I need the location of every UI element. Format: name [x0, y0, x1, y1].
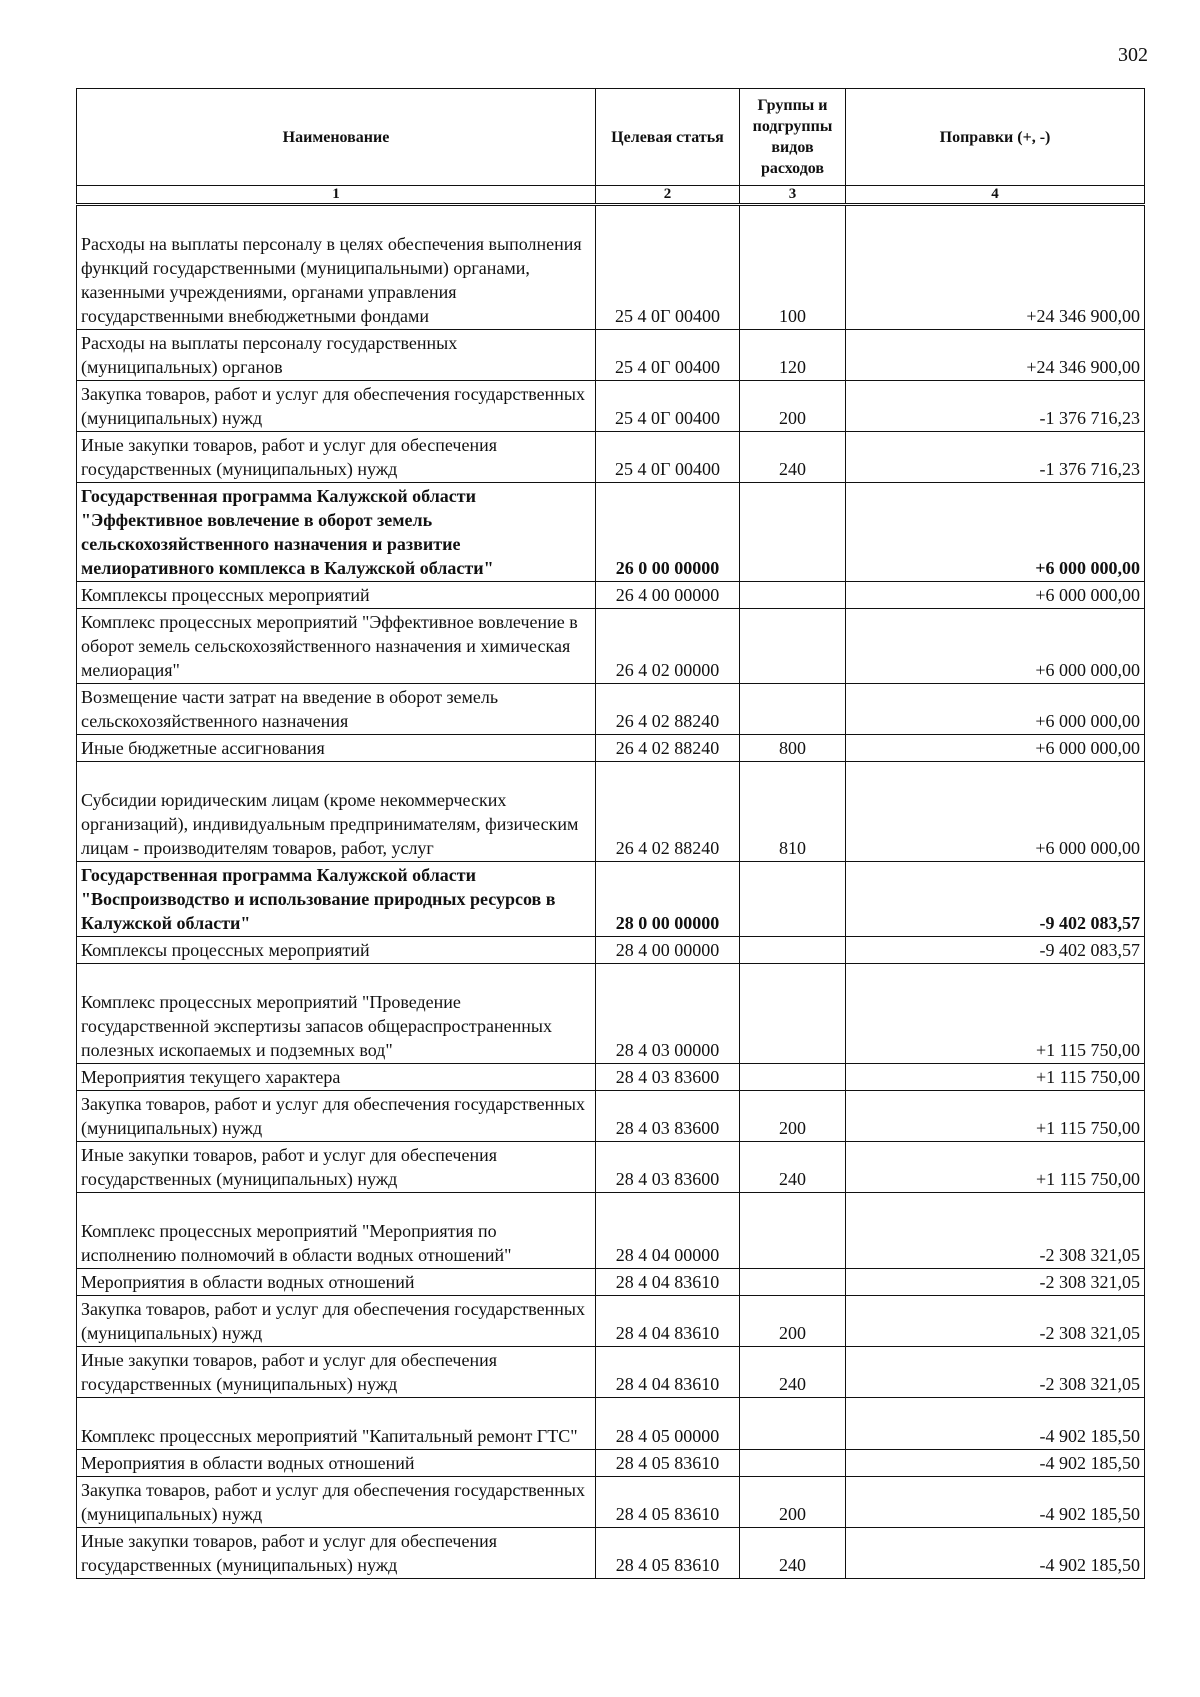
row-amount: -9 402 083,57	[846, 937, 1145, 964]
row-name: Комплекс процессных мероприятий "Капитальный ремонт ГТС"	[77, 1398, 596, 1450]
table-row	[77, 1450, 1145, 1477]
header-name: Наименование	[77, 89, 596, 186]
row-amount: +1 115 750,00	[846, 1064, 1145, 1091]
row-code: 25 4 0Г 00400	[596, 381, 740, 432]
row-type	[740, 483, 846, 582]
column-number: 2	[596, 186, 740, 205]
row-code: 28 4 04 83610	[596, 1347, 740, 1398]
row-amount: -2 308 321,05	[846, 1347, 1145, 1398]
table-row	[77, 1064, 1145, 1091]
budget-amendments-table	[76, 88, 1145, 1579]
table-row	[77, 381, 1145, 432]
row-code: 25 4 0Г 00400	[596, 205, 740, 330]
row-name: Комплекс процессных мероприятий "Проведение государственной экспертизы запасов общераспространенных полезных ископаемых и подземных вод"	[77, 964, 596, 1064]
header-code: Целевая статья	[596, 89, 740, 186]
row-amount: -4 902 185,50	[846, 1528, 1145, 1579]
row-name: Мероприятия в области водных отношений	[77, 1269, 596, 1296]
row-amount: +6 000 000,00	[846, 684, 1145, 735]
table-row	[77, 862, 1145, 937]
table-row	[77, 483, 1145, 582]
row-code: 26 4 00 00000	[596, 582, 740, 609]
row-code: 28 4 00 00000	[596, 937, 740, 964]
row-type	[740, 582, 846, 609]
table-row	[77, 937, 1145, 964]
row-name: Иные закупки товаров, работ и услуг для обеспечения государственных (муниципальных) нужд	[77, 1142, 596, 1193]
table-row	[77, 1398, 1145, 1450]
table-row	[77, 964, 1145, 1064]
row-type	[740, 609, 846, 684]
row-name: Закупка товаров, работ и услуг для обеспечения государственных (муниципальных) нужд	[77, 381, 596, 432]
row-code: 26 4 02 88240	[596, 735, 740, 762]
row-type: 800	[740, 735, 846, 762]
row-amount: +6 000 000,00	[846, 582, 1145, 609]
row-code: 25 4 0Г 00400	[596, 432, 740, 483]
row-amount: +1 115 750,00	[846, 1142, 1145, 1193]
table-row	[77, 684, 1145, 735]
table-row	[77, 1296, 1145, 1347]
row-type	[740, 1064, 846, 1091]
header-amount: Поправки (+, -)	[846, 89, 1145, 186]
row-amount: -2 308 321,05	[846, 1193, 1145, 1269]
row-amount: +6 000 000,00	[846, 762, 1145, 862]
row-code: 28 4 03 00000	[596, 964, 740, 1064]
row-type	[740, 1398, 846, 1450]
row-type: 240	[740, 1528, 846, 1579]
row-code: 26 4 02 00000	[596, 609, 740, 684]
row-type: 200	[740, 1477, 846, 1528]
row-type: 240	[740, 1347, 846, 1398]
row-code: 28 4 03 83600	[596, 1142, 740, 1193]
row-code: 26 0 00 00000	[596, 483, 740, 582]
table-row	[77, 1193, 1145, 1269]
row-amount: +6 000 000,00	[846, 609, 1145, 684]
row-name: Комплекс процессных мероприятий "Мероприятия по исполнению полномочий в области водных отношений"	[77, 1193, 596, 1269]
row-type: 810	[740, 762, 846, 862]
row-code: 26 4 02 88240	[596, 684, 740, 735]
row-name: Расходы на выплаты персоналу государственных (муниципальных) органов	[77, 330, 596, 381]
row-code: 28 4 03 83600	[596, 1064, 740, 1091]
row-name: Закупка товаров, работ и услуг для обеспечения государственных (муниципальных) нужд	[77, 1296, 596, 1347]
row-type: 200	[740, 1296, 846, 1347]
page-number: 302	[1118, 44, 1148, 66]
row-name: Мероприятия в области водных отношений	[77, 1450, 596, 1477]
row-code: 28 4 04 83610	[596, 1296, 740, 1347]
row-name: Государственная программа Калужской области "Воспроизводство и использование природных ресурсов в Калужской области"	[77, 862, 596, 937]
row-name: Закупка товаров, работ и услуг для обеспечения государственных (муниципальных) нужд	[77, 1477, 596, 1528]
row-name: Комплексы процессных мероприятий	[77, 582, 596, 609]
row-name: Иные закупки товаров, работ и услуг для обеспечения государственных (муниципальных) нужд	[77, 1347, 596, 1398]
table-row	[77, 1091, 1145, 1142]
row-code: 26 4 02 88240	[596, 762, 740, 862]
row-amount: +1 115 750,00	[846, 1091, 1145, 1142]
row-amount: -1 376 716,23	[846, 432, 1145, 483]
row-amount: +6 000 000,00	[846, 483, 1145, 582]
row-type	[740, 684, 846, 735]
row-code: 28 4 05 83610	[596, 1477, 740, 1528]
row-name: Иные закупки товаров, работ и услуг для обеспечения государственных (муниципальных) нужд	[77, 1528, 596, 1579]
row-code: 28 4 05 83610	[596, 1450, 740, 1477]
row-name: Иные закупки товаров, работ и услуг для обеспечения государственных (муниципальных) нужд	[77, 432, 596, 483]
row-amount: +24 346 900,00	[846, 205, 1145, 330]
row-type	[740, 937, 846, 964]
row-amount: -2 308 321,05	[846, 1296, 1145, 1347]
row-name: Иные бюджетные ассигнования	[77, 735, 596, 762]
table-row	[77, 735, 1145, 762]
row-code: 28 4 04 83610	[596, 1269, 740, 1296]
row-amount: +1 115 750,00	[846, 964, 1145, 1064]
table-row	[77, 1142, 1145, 1193]
header-group: Группы и подгруппы видов расходов	[740, 89, 846, 186]
table-row	[77, 1269, 1145, 1296]
table-row	[77, 1477, 1145, 1528]
row-type	[740, 964, 846, 1064]
column-number: 3	[740, 186, 846, 205]
table-row	[77, 432, 1145, 483]
row-name: Возмещение части затрат на введение в оборот земель сельскохозяйственного назначения	[77, 684, 596, 735]
row-amount: +6 000 000,00	[846, 735, 1145, 762]
row-amount: -9 402 083,57	[846, 862, 1145, 937]
row-name: Комплекс процессных мероприятий "Эффективное вовлечение в оборот земель сельскохозяйственного назначения и химическая мелиорация"	[77, 609, 596, 684]
table-row	[77, 205, 1145, 330]
row-type	[740, 1450, 846, 1477]
row-amount: -4 902 185,50	[846, 1477, 1145, 1528]
table-body	[77, 205, 1145, 1579]
table-row	[77, 330, 1145, 381]
table-row	[77, 582, 1145, 609]
row-name: Государственная программа Калужской области "Эффективное вовлечение в оборот земель сельскохозяйственного назначения и развитие мелиоративного комплекса в Калужской области"	[77, 483, 596, 582]
row-name: Мероприятия текущего характера	[77, 1064, 596, 1091]
row-code: 28 4 03 83600	[596, 1091, 740, 1142]
row-type: 240	[740, 1142, 846, 1193]
row-code: 28 0 00 00000	[596, 862, 740, 937]
row-type: 200	[740, 1091, 846, 1142]
table-row	[77, 1347, 1145, 1398]
row-name: Комплексы процессных мероприятий	[77, 937, 596, 964]
row-type	[740, 1193, 846, 1269]
column-number: 4	[846, 186, 1145, 205]
row-code: 25 4 0Г 00400	[596, 330, 740, 381]
table-row	[77, 762, 1145, 862]
row-type	[740, 1269, 846, 1296]
row-code: 28 4 04 00000	[596, 1193, 740, 1269]
table-row	[77, 1528, 1145, 1579]
row-name: Субсидии юридическим лицам (кроме некоммерческих организаций), индивидуальным предпринимателям, физическим лицам - производителям товаров, работ, услуг	[77, 762, 596, 862]
row-amount: -2 308 321,05	[846, 1269, 1145, 1296]
row-name: Закупка товаров, работ и услуг для обеспечения государственных (муниципальных) нужд	[77, 1091, 596, 1142]
row-type: 100	[740, 205, 846, 330]
column-number: 1	[77, 186, 596, 205]
row-code: 28 4 05 00000	[596, 1398, 740, 1450]
row-type: 120	[740, 330, 846, 381]
row-type: 200	[740, 381, 846, 432]
row-amount: -4 902 185,50	[846, 1398, 1145, 1450]
row-type: 240	[740, 432, 846, 483]
row-amount: -1 376 716,23	[846, 381, 1145, 432]
row-name: Расходы на выплаты персоналу в целях обеспечения выполнения функций государственными (муниципальными) органами, казенными учреждениями, органами управления государственными внебюджетными фондами	[77, 205, 596, 330]
row-type	[740, 862, 846, 937]
row-amount: +24 346 900,00	[846, 330, 1145, 381]
row-code: 28 4 05 83610	[596, 1528, 740, 1579]
table-row	[77, 609, 1145, 684]
header-row	[77, 89, 1145, 186]
column-number-row	[77, 186, 1145, 205]
row-amount: -4 902 185,50	[846, 1450, 1145, 1477]
